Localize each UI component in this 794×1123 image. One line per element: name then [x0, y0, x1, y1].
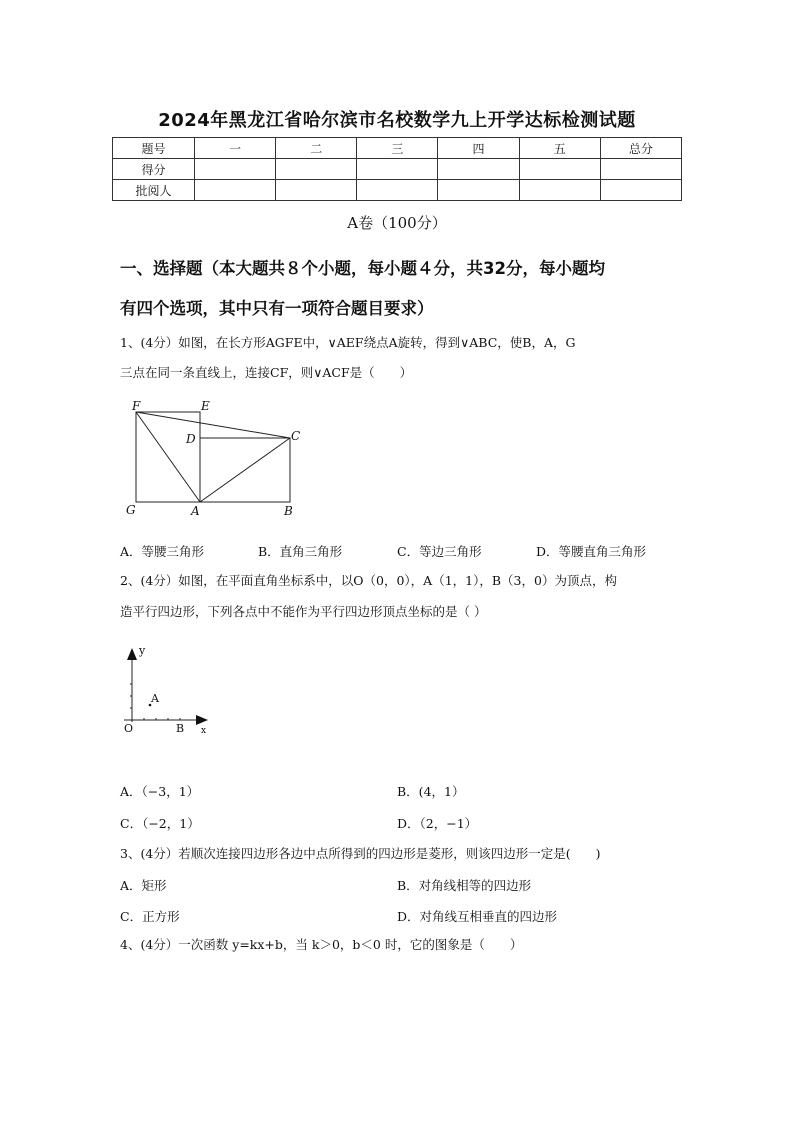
- segment-fc: [136, 412, 290, 438]
- table-cell: [438, 180, 519, 201]
- label-g: G: [126, 503, 136, 517]
- q4-text-line1: 4、(4分）一次函数 y=kx+b，当 k＞0，b＜0 时，它的图象是（ ）: [120, 937, 523, 952]
- q1-text-line2: 三点在同一条直线上，连接CF，则∨ACF是（ ）: [120, 365, 413, 380]
- table-cell: [357, 159, 438, 180]
- table-cell: 批阅人: [113, 180, 195, 201]
- q3-option-b: B．对角线相等的四边形: [397, 878, 532, 893]
- q2-text-line1: 2、(4分）如图，在平面直角坐标系中，以O（0，0），A（1，1），B（3，0）为顶点，构: [120, 573, 617, 588]
- score-table-header-row: [113, 138, 682, 159]
- q2-option-a: A．（−3，1）: [120, 784, 200, 799]
- label-b: B: [176, 722, 185, 735]
- label-a: A: [191, 504, 200, 518]
- q1-option-c: C．等边三角形: [397, 544, 482, 559]
- exam-title: 2024年黑龙江省哈尔滨市名校数学九上开学达标检测试题: [158, 110, 636, 131]
- y-axis-arrow-icon: [127, 648, 137, 660]
- q2-option-b: B．(4，1）: [397, 784, 465, 799]
- q3-option-a: A．矩形: [120, 878, 167, 893]
- table-cell: [519, 159, 600, 180]
- table-cell: 一: [195, 138, 276, 159]
- table-cell: [195, 159, 276, 180]
- score-table-row: [113, 159, 682, 180]
- label-o: O: [124, 722, 134, 735]
- section-heading-line2: 有四个选项，其中只有一项符合题目要求）: [120, 299, 434, 318]
- score-table-row: [113, 180, 682, 201]
- q1-text-line1: 1、(4分）如图，在长方形AGFE中，∨AEF绕点A旋转，得到∨ABC，使B，A，G: [120, 335, 576, 350]
- label-d: D: [186, 432, 196, 446]
- table-cell: [276, 180, 357, 201]
- table-cell: [276, 159, 357, 180]
- table-cell: 三: [357, 138, 438, 159]
- q3-option-c: C．正方形: [120, 909, 180, 924]
- table-cell: [195, 180, 276, 201]
- table-cell: 四: [438, 138, 519, 159]
- paper-label: A卷（100分）: [347, 214, 447, 232]
- section-heading-line1: 一、选择题（本大题共８个小题，每小题４分，共32分，每小题均: [120, 259, 605, 278]
- segment-fa: [136, 412, 200, 502]
- label-e: E: [201, 399, 210, 413]
- table-cell: 得分: [113, 159, 195, 180]
- q1-figure: [118, 398, 318, 520]
- label-c: C: [291, 429, 301, 443]
- label-f: F: [132, 399, 141, 413]
- label-a: A: [151, 692, 159, 705]
- table-cell: [600, 180, 681, 201]
- label-b: B: [284, 504, 293, 518]
- q3-text-line1: 3、(4分）若顺次连接四边形各边中点所得到的四边形是菱形，则该四边形一定是( ): [120, 846, 601, 861]
- q1-option-b: B．直角三角形: [258, 544, 343, 559]
- q1-option-a: A．等腰三角形: [120, 544, 205, 559]
- table-cell: [519, 180, 600, 201]
- table-cell: 二: [276, 138, 357, 159]
- x-axis-arrow-icon: [196, 715, 208, 725]
- q2-option-c: C．（−2，1）: [120, 816, 200, 831]
- segment-ac: [200, 438, 290, 502]
- table-cell: 总分: [600, 138, 681, 159]
- table-cell: 题号: [113, 138, 195, 159]
- table-cell: 五: [519, 138, 600, 159]
- score-table: [112, 137, 682, 201]
- table-cell: [600, 159, 681, 180]
- q2-text-line2: 造平行四边形，下列各点中不能作为平行四边形顶点坐标的是（ ）: [120, 604, 487, 619]
- table-cell: [438, 159, 519, 180]
- label-y: y: [139, 644, 146, 657]
- q2-option-d: D．（2，−1）: [397, 816, 478, 831]
- q1-option-d: D．等腰直角三角形: [536, 544, 647, 559]
- label-x: x: [201, 726, 207, 736]
- table-cell: [357, 180, 438, 201]
- q2-figure: [118, 642, 218, 738]
- q3-option-d: D．对角线互相垂直的四边形: [397, 909, 558, 924]
